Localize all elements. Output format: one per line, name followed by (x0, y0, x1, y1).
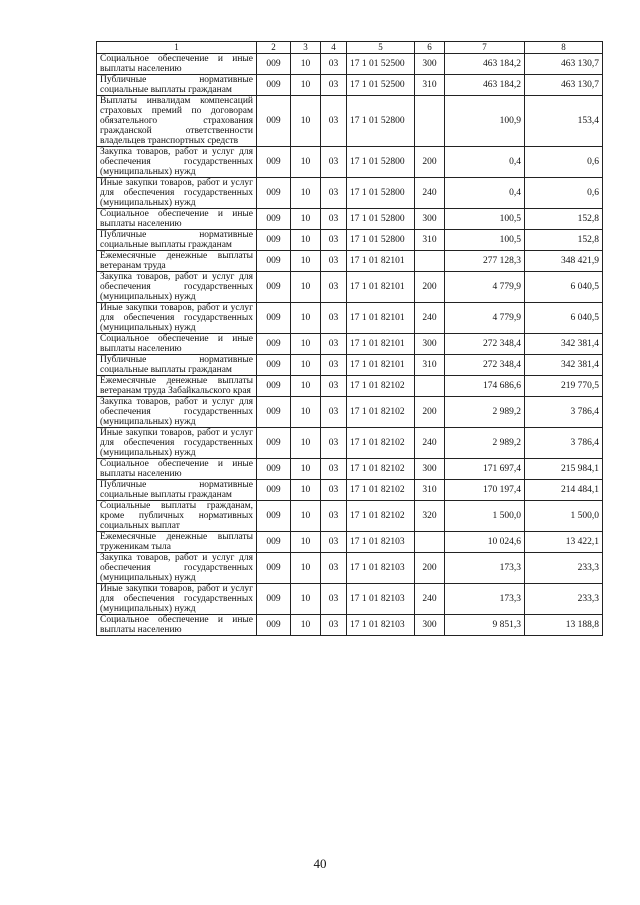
row-name: Социальное обеспечение и иные выплаты населению (97, 334, 257, 355)
row-section: 10 (291, 251, 321, 272)
row-amount-2: 0,6 (525, 147, 603, 178)
table-row (97, 532, 603, 553)
row-subsection: 03 (321, 147, 347, 178)
row-expense-type: 240 (415, 303, 445, 334)
row-amount-2: 463 130,7 (525, 75, 603, 96)
row-amount-1: 100,5 (445, 230, 525, 251)
table-body (97, 54, 603, 636)
row-amount-2: 152,8 (525, 209, 603, 230)
row-expense-type: 320 (415, 501, 445, 532)
row-section: 10 (291, 334, 321, 355)
row-subsection: 03 (321, 96, 347, 147)
page-number: 40 (313, 856, 327, 871)
row-amount-2: 342 381,4 (525, 355, 603, 376)
row-target-article: 17 1 01 82101 (347, 303, 415, 334)
row-expense-type (415, 96, 445, 147)
row-amount-1: 2 989,2 (445, 397, 525, 428)
row-subsection: 03 (321, 209, 347, 230)
row-expense-type: 300 (415, 209, 445, 230)
row-amount-1: 2 989,2 (445, 428, 525, 459)
row-amount-1: 4 779,9 (445, 303, 525, 334)
row-subsection: 03 (321, 272, 347, 303)
row-amount-2: 215 984,1 (525, 459, 603, 480)
row-name: Выплаты инвалидам компенсаций страховых премий по договорам обязательного страхования гражданской ответственности владельцев транспортных средств (97, 96, 257, 147)
row-section: 10 (291, 178, 321, 209)
row-name: Иные закупки товаров, работ и услуг для обеспечения государственных (муниципальных) нужд (97, 428, 257, 459)
row-subsection: 03 (321, 584, 347, 615)
column-header-6: 6 (415, 42, 445, 54)
row-subsection: 03 (321, 480, 347, 501)
table-row (97, 480, 603, 501)
row-amount-2: 233,3 (525, 584, 603, 615)
row-admin-code: 009 (257, 480, 291, 501)
row-admin-code: 009 (257, 532, 291, 553)
row-expense-type: 240 (415, 428, 445, 459)
row-section: 10 (291, 584, 321, 615)
row-target-article: 17 1 01 82101 (347, 251, 415, 272)
row-amount-1: 277 128,3 (445, 251, 525, 272)
row-name: Публичные нормативные социальные выплаты гражданам (97, 230, 257, 251)
column-header-4: 4 (321, 42, 347, 54)
header-row (97, 42, 603, 54)
row-section: 10 (291, 459, 321, 480)
row-name: Социальное обеспечение и иные выплаты населению (97, 615, 257, 636)
table-row (97, 459, 603, 480)
row-expense-type: 300 (415, 459, 445, 480)
row-amount-1: 1 500,0 (445, 501, 525, 532)
row-admin-code: 009 (257, 501, 291, 532)
row-amount-2: 13 188,8 (525, 615, 603, 636)
row-amount-1: 171 697,4 (445, 459, 525, 480)
row-amount-2: 1 500,0 (525, 501, 603, 532)
table-row (97, 272, 603, 303)
row-name: Закупка товаров, работ и услуг для обеспечения государственных (муниципальных) нужд (97, 397, 257, 428)
row-expense-type: 300 (415, 334, 445, 355)
budget-table (96, 41, 603, 636)
row-section: 10 (291, 209, 321, 230)
row-admin-code: 009 (257, 303, 291, 334)
row-amount-2: 13 422,1 (525, 532, 603, 553)
row-subsection: 03 (321, 397, 347, 428)
row-admin-code: 009 (257, 230, 291, 251)
row-target-article: 17 1 01 52800 (347, 178, 415, 209)
row-subsection: 03 (321, 615, 347, 636)
row-target-article: 17 1 01 52500 (347, 75, 415, 96)
row-amount-2: 214 484,1 (525, 480, 603, 501)
row-amount-1: 9 851,3 (445, 615, 525, 636)
row-section: 10 (291, 96, 321, 147)
row-expense-type (415, 532, 445, 553)
row-name: Закупка товаров, работ и услуг для обеспечения государственных (муниципальных) нужд (97, 272, 257, 303)
table-row (97, 251, 603, 272)
row-name: Закупка товаров, работ и услуг для обеспечения государственных (муниципальных) нужд (97, 553, 257, 584)
row-target-article: 17 1 01 82102 (347, 376, 415, 397)
column-header-7: 7 (445, 42, 525, 54)
row-admin-code: 009 (257, 553, 291, 584)
row-amount-2: 463 130,7 (525, 54, 603, 75)
row-admin-code: 009 (257, 178, 291, 209)
row-section: 10 (291, 303, 321, 334)
table-row (97, 501, 603, 532)
row-admin-code: 009 (257, 147, 291, 178)
row-section: 10 (291, 615, 321, 636)
table-row (97, 553, 603, 584)
column-header-2: 2 (257, 42, 291, 54)
row-target-article: 17 1 01 52800 (347, 230, 415, 251)
row-expense-type: 310 (415, 355, 445, 376)
row-admin-code: 009 (257, 615, 291, 636)
row-amount-2: 6 040,5 (525, 303, 603, 334)
table-row (97, 584, 603, 615)
row-target-article: 17 1 01 52800 (347, 147, 415, 178)
row-section: 10 (291, 428, 321, 459)
row-amount-1: 10 024,6 (445, 532, 525, 553)
row-target-article: 17 1 01 82103 (347, 615, 415, 636)
row-admin-code: 009 (257, 584, 291, 615)
row-amount-1: 272 348,4 (445, 355, 525, 376)
row-section: 10 (291, 553, 321, 584)
row-target-article: 17 1 01 82101 (347, 334, 415, 355)
row-subsection: 03 (321, 501, 347, 532)
table-row (97, 75, 603, 96)
row-name: Ежемесячные денежные выплаты ветеранам труда Забайкальского края (97, 376, 257, 397)
row-target-article: 17 1 01 82101 (347, 272, 415, 303)
row-section: 10 (291, 54, 321, 75)
table-row (97, 428, 603, 459)
row-expense-type: 310 (415, 230, 445, 251)
row-subsection: 03 (321, 54, 347, 75)
row-target-article: 17 1 01 82102 (347, 501, 415, 532)
row-subsection: 03 (321, 334, 347, 355)
row-amount-2: 3 786,4 (525, 397, 603, 428)
table-row (97, 615, 603, 636)
row-section: 10 (291, 376, 321, 397)
table-row (97, 96, 603, 147)
row-amount-1: 100,9 (445, 96, 525, 147)
row-expense-type: 240 (415, 584, 445, 615)
table-row (97, 209, 603, 230)
table-row (97, 397, 603, 428)
row-admin-code: 009 (257, 334, 291, 355)
row-expense-type (415, 376, 445, 397)
row-target-article: 17 1 01 82103 (347, 584, 415, 615)
row-name: Публичные нормативные социальные выплаты гражданам (97, 480, 257, 501)
row-admin-code: 009 (257, 459, 291, 480)
row-expense-type (415, 251, 445, 272)
row-admin-code: 009 (257, 96, 291, 147)
row-amount-1: 463 184,2 (445, 75, 525, 96)
row-expense-type: 300 (415, 615, 445, 636)
row-name: Публичные нормативные социальные выплаты гражданам (97, 355, 257, 376)
table-row (97, 334, 603, 355)
table-row (97, 303, 603, 334)
row-subsection: 03 (321, 178, 347, 209)
row-section: 10 (291, 501, 321, 532)
row-admin-code: 009 (257, 251, 291, 272)
row-expense-type: 300 (415, 54, 445, 75)
column-header-3: 3 (291, 42, 321, 54)
row-amount-1: 100,5 (445, 209, 525, 230)
row-amount-1: 272 348,4 (445, 334, 525, 355)
row-amount-2: 6 040,5 (525, 272, 603, 303)
column-header-1: 1 (97, 42, 257, 54)
row-section: 10 (291, 532, 321, 553)
row-amount-2: 342 381,4 (525, 334, 603, 355)
row-target-article: 17 1 01 52800 (347, 209, 415, 230)
row-section: 10 (291, 397, 321, 428)
row-target-article: 17 1 01 82103 (347, 532, 415, 553)
row-section: 10 (291, 355, 321, 376)
row-amount-2: 153,4 (525, 96, 603, 147)
row-section: 10 (291, 272, 321, 303)
row-amount-2: 348 421,9 (525, 251, 603, 272)
row-amount-1: 4 779,9 (445, 272, 525, 303)
row-subsection: 03 (321, 75, 347, 96)
row-amount-1: 0,4 (445, 178, 525, 209)
row-expense-type: 240 (415, 178, 445, 209)
row-admin-code: 009 (257, 209, 291, 230)
row-name: Социальное обеспечение и иные выплаты населению (97, 459, 257, 480)
table-row (97, 54, 603, 75)
row-subsection: 03 (321, 230, 347, 251)
row-subsection: 03 (321, 553, 347, 584)
row-subsection: 03 (321, 376, 347, 397)
row-expense-type: 200 (415, 272, 445, 303)
row-name: Ежемесячные денежные выплаты труженикам тыла (97, 532, 257, 553)
row-amount-2: 219 770,5 (525, 376, 603, 397)
row-name: Ежемесячные денежные выплаты ветеранам труда (97, 251, 257, 272)
row-amount-2: 0,6 (525, 178, 603, 209)
row-expense-type: 310 (415, 480, 445, 501)
row-subsection: 03 (321, 428, 347, 459)
row-name: Иные закупки товаров, работ и услуг для обеспечения государственных (муниципальных) нужд (97, 303, 257, 334)
row-admin-code: 009 (257, 75, 291, 96)
row-subsection: 03 (321, 532, 347, 553)
row-target-article: 17 1 01 52500 (347, 54, 415, 75)
row-target-article: 17 1 01 52800 (347, 96, 415, 147)
row-target-article: 17 1 01 82102 (347, 397, 415, 428)
row-target-article: 17 1 01 82101 (347, 355, 415, 376)
row-section: 10 (291, 75, 321, 96)
row-amount-1: 173,3 (445, 553, 525, 584)
column-header-5: 5 (347, 42, 415, 54)
row-section: 10 (291, 480, 321, 501)
row-target-article: 17 1 01 82102 (347, 480, 415, 501)
row-amount-1: 463 184,2 (445, 54, 525, 75)
row-name: Социальные выплаты гражданам, кроме публичных нормативных социальных выплат (97, 501, 257, 532)
row-name: Иные закупки товаров, работ и услуг для обеспечения государственных (муниципальных) нужд (97, 178, 257, 209)
row-subsection: 03 (321, 251, 347, 272)
row-target-article: 17 1 01 82102 (347, 428, 415, 459)
row-subsection: 03 (321, 355, 347, 376)
row-amount-2: 3 786,4 (525, 428, 603, 459)
row-name: Социальное обеспечение и иные выплаты населению (97, 54, 257, 75)
row-subsection: 03 (321, 459, 347, 480)
table-row (97, 230, 603, 251)
row-name: Закупка товаров, работ и услуг для обеспечения государственных (муниципальных) нужд (97, 147, 257, 178)
column-header-8: 8 (525, 42, 603, 54)
row-amount-1: 173,3 (445, 584, 525, 615)
row-expense-type: 200 (415, 553, 445, 584)
row-amount-1: 174 686,6 (445, 376, 525, 397)
row-section: 10 (291, 230, 321, 251)
table-row (97, 147, 603, 178)
row-name: Публичные нормативные социальные выплаты гражданам (97, 75, 257, 96)
row-amount-2: 233,3 (525, 553, 603, 584)
row-expense-type: 200 (415, 147, 445, 178)
row-admin-code: 009 (257, 376, 291, 397)
table-header (97, 42, 603, 54)
row-admin-code: 009 (257, 397, 291, 428)
row-name: Иные закупки товаров, работ и услуг для обеспечения государственных (муниципальных) нужд (97, 584, 257, 615)
row-target-article: 17 1 01 82103 (347, 553, 415, 584)
row-admin-code: 009 (257, 355, 291, 376)
table-row (97, 376, 603, 397)
row-amount-1: 0,4 (445, 147, 525, 178)
table-row (97, 178, 603, 209)
row-section: 10 (291, 147, 321, 178)
row-name: Социальное обеспечение и иные выплаты населению (97, 209, 257, 230)
row-amount-1: 170 197,4 (445, 480, 525, 501)
row-target-article: 17 1 01 82102 (347, 459, 415, 480)
row-admin-code: 009 (257, 428, 291, 459)
row-expense-type: 200 (415, 397, 445, 428)
row-expense-type: 310 (415, 75, 445, 96)
row-subsection: 03 (321, 303, 347, 334)
row-admin-code: 009 (257, 272, 291, 303)
table-row (97, 355, 603, 376)
row-amount-2: 152,8 (525, 230, 603, 251)
row-admin-code: 009 (257, 54, 291, 75)
